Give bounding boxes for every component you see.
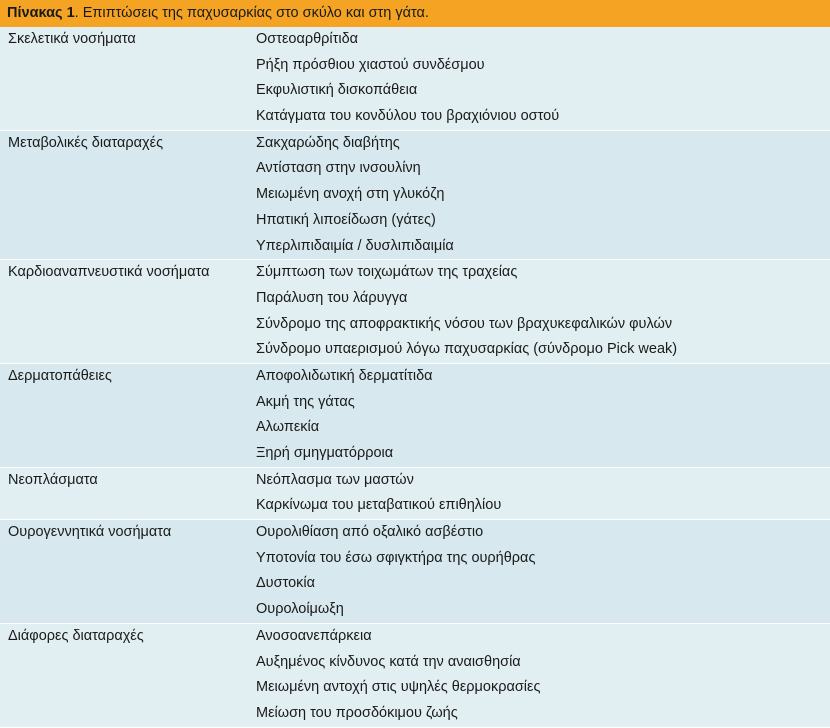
item-text: Σύνδρομο υπαερισμού λόγω παχυσαρκίας (σύνδρομο Pick weak) bbox=[256, 341, 678, 358]
item-text: Ουρολιθίαση από οξαλικό ασβέστιο bbox=[256, 524, 484, 541]
table-group bbox=[0, 27, 830, 131]
items-cell bbox=[256, 364, 830, 467]
table-body bbox=[0, 27, 830, 728]
table-group bbox=[0, 131, 830, 260]
item-text: Μείωση του προσδόκιμου ζωής bbox=[256, 704, 458, 721]
item-text: Δυστοκία bbox=[256, 575, 316, 592]
category-cell: Δερματοπάθειες bbox=[8, 367, 112, 384]
table-group bbox=[0, 624, 830, 728]
caption-label: Πίνακας 1 bbox=[7, 5, 75, 21]
item-text: Κατάγματα του κονδύλου του βραχιόνιου οστού bbox=[256, 108, 560, 125]
caption-text: . Επιπτώσεις της παχυσαρκίας στο σκύλο και στη γάτα. bbox=[74, 5, 429, 21]
category-cell: Μεταβολικές διαταραχές bbox=[8, 134, 164, 151]
item-text: Ρήξη πρόσθιου χιαστού συνδέσμου bbox=[256, 56, 485, 73]
table-caption bbox=[0, 0, 830, 27]
item-text: Ουρολοίμωξη bbox=[256, 601, 344, 618]
item-text: Οστεοαρθρίτιδα bbox=[256, 31, 359, 47]
item-text: Ηπατική λιποείδωση (γάτες) bbox=[256, 211, 436, 228]
item-text: Αυξημένος κίνδυνος κατά την αναισθησία bbox=[256, 653, 521, 670]
item-text: Ανοσοανεπάρκεια bbox=[256, 627, 372, 644]
items-cell bbox=[256, 27, 830, 130]
items-cell bbox=[256, 131, 830, 259]
item-text: Παράλυση του λάρυγγα bbox=[256, 289, 408, 306]
category-cell: Ουρογεννητικά νοσήματα bbox=[8, 524, 172, 541]
item-text: Αλωπεκία bbox=[256, 419, 320, 436]
item-text: Σύνδρομο της αποφρακτικής νόσου των βραχυκεφαλικών φυλών bbox=[256, 315, 673, 332]
table-group bbox=[0, 260, 830, 364]
item-text: Σύμπτωση των τοιχωμάτων της τραχείας bbox=[256, 264, 518, 281]
item-text: Σακχαρώδης διαβήτης bbox=[256, 134, 400, 151]
table-group bbox=[0, 468, 830, 520]
items-cell bbox=[256, 520, 830, 623]
item-text: Υπερλιπιδαιμία / δυσλιπιδαιμία bbox=[256, 237, 454, 254]
item-text: Εκφυλιστική δισκοπάθεια bbox=[256, 82, 418, 99]
table-group bbox=[0, 520, 830, 624]
items-cell bbox=[256, 260, 830, 363]
item-text: Καρκίνωμα του μεταβατικού επιθηλίου bbox=[256, 497, 502, 514]
category-cell: Διάφορες διαταραχές bbox=[8, 627, 144, 644]
item-text: Ξηρή σμηγματόρροια bbox=[256, 445, 394, 461]
table-group bbox=[0, 364, 830, 468]
category-cell: Καρδιοαναπνευστικά νοσήματα bbox=[8, 264, 210, 281]
category-cell: Νεοπλάσματα bbox=[8, 471, 98, 488]
item-text: Αποφολιδωτική δερματίτιδα bbox=[256, 367, 433, 384]
items-cell bbox=[256, 468, 830, 519]
item-text: Μειωμένη αντοχή στις υψηλές θερμοκρασίες bbox=[256, 679, 541, 696]
item-text: Νεόπλασμα των μαστών bbox=[256, 471, 414, 488]
category-cell: Σκελετικά νοσήματα bbox=[8, 31, 136, 47]
item-text: Αντίσταση στην ινσουλίνη bbox=[256, 160, 421, 177]
items-cell bbox=[256, 624, 830, 727]
item-text: Υποτονία του έσω σφιγκτήρα της ουρήθρας bbox=[256, 549, 536, 566]
item-text: Ακμή της γάτας bbox=[256, 393, 355, 410]
item-text: Μειωμένη ανοχή στη γλυκόζη bbox=[256, 186, 445, 203]
